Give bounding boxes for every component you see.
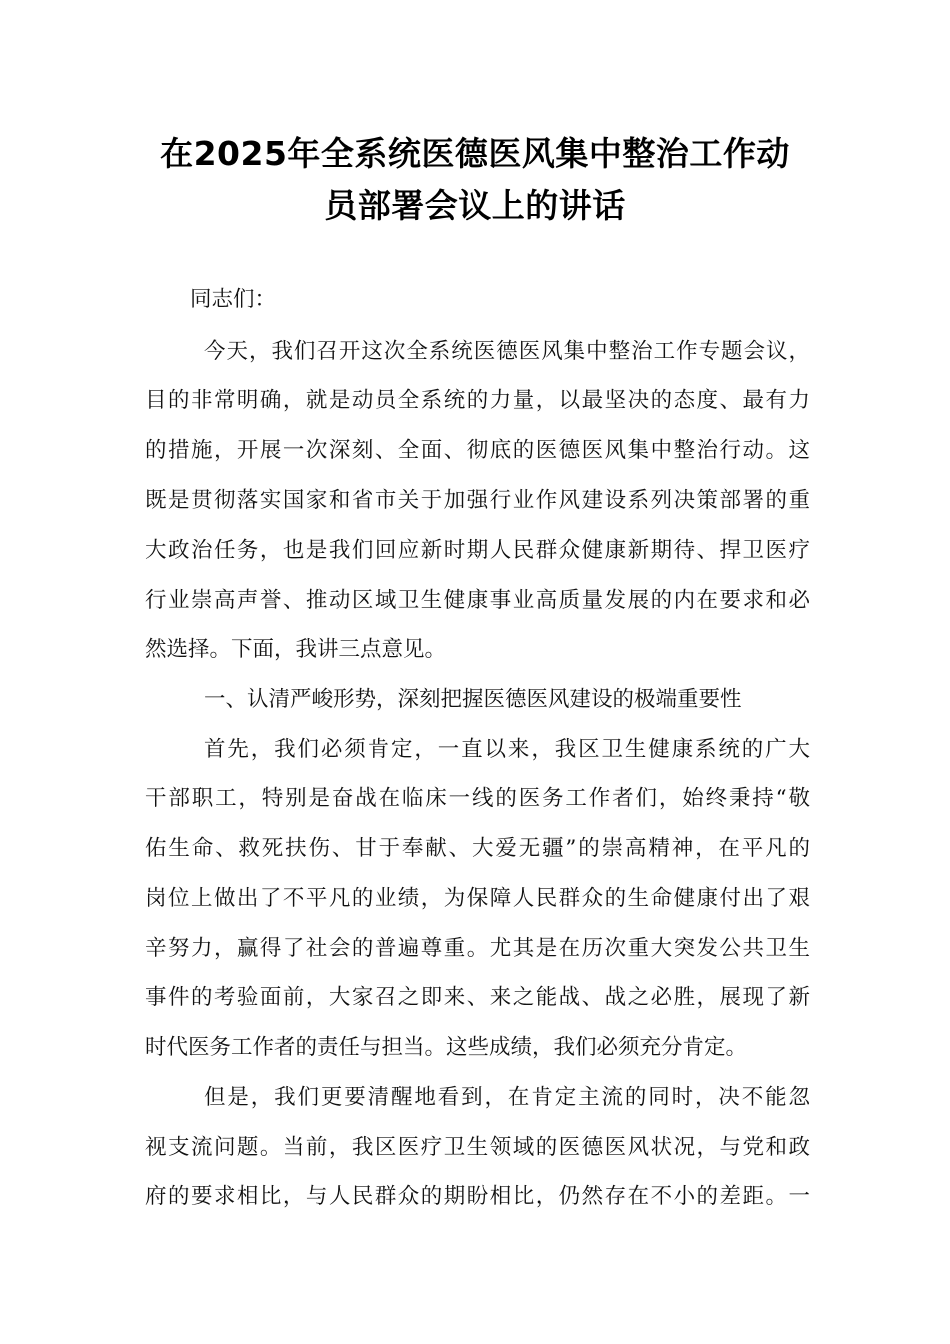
paragraph-line: 大政治任务，也是我们回应新时期人民群众健康新期待、捍卫医疗 (145, 538, 810, 563)
paragraph-line: 首先，我们必须肯定，一直以来，我区卫生健康系统的广大 (204, 737, 810, 762)
document-title-line-1: 在2025年全系统医德医风集中整治工作动 (160, 134, 790, 173)
paragraph-line: 佑生命、救死扶伤、甘于奉献、大爱无疆”的崇高精神，在平凡的 (145, 836, 810, 861)
paragraph-line: 事件的考验面前，大家召之即来、来之能战、战之必胜，展现了新 (145, 985, 810, 1010)
paragraph-line: 视支流问题。当前，我区医疗卫生领域的医德医风状况，与党和政 (145, 1135, 810, 1160)
salutation: 同志们： (190, 287, 277, 312)
section-heading: 一、认清严峻形势，深刻把握医德医风建设的极端重要性 (204, 687, 742, 712)
paragraph-line: 时代医务工作者的责任与担当。这些成绩，我们必须充分肯定。 (145, 1035, 748, 1060)
paragraph-line: 然选择。下面，我讲三点意见。 (145, 637, 447, 662)
paragraph-line: 今天，我们召开这次全系统医德医风集中整治工作专题会议， (204, 339, 810, 364)
document-title-line-2: 员部署会议上的讲话 (324, 186, 626, 225)
paragraph-line: 辛努力，赢得了社会的普遍尊重。尤其是在历次重大突发公共卫生 (145, 936, 810, 961)
paragraph-line: 干部职工，特别是奋战在临床一线的医务工作者们，始终秉持“敬 (145, 786, 810, 811)
paragraph-line: 府的要求相比，与人民群众的期盼相比，仍然存在不小的差距。一 (145, 1184, 810, 1209)
paragraph-line: 行业崇高声誉、推动区域卫生健康事业高质量发展的内在要求和必 (145, 588, 810, 613)
paragraph-line: 既是贯彻落实国家和省市关于加强行业作风建设系列决策部署的重 (145, 488, 810, 513)
paragraph-line: 的措施，开展一次深刻、全面、彻底的医德医风集中整治行动。这 (145, 438, 810, 463)
paragraph-line: 但是，我们更要清醒地看到，在肯定主流的同时，决不能忽 (204, 1085, 810, 1110)
paragraph-line: 目的非常明确，就是动员全系统的力量，以最坚决的态度、最有力 (145, 388, 810, 413)
paragraph-line: 岗位上做出了不平凡的业绩，为保障人民群众的生命健康付出了艰 (145, 886, 810, 911)
